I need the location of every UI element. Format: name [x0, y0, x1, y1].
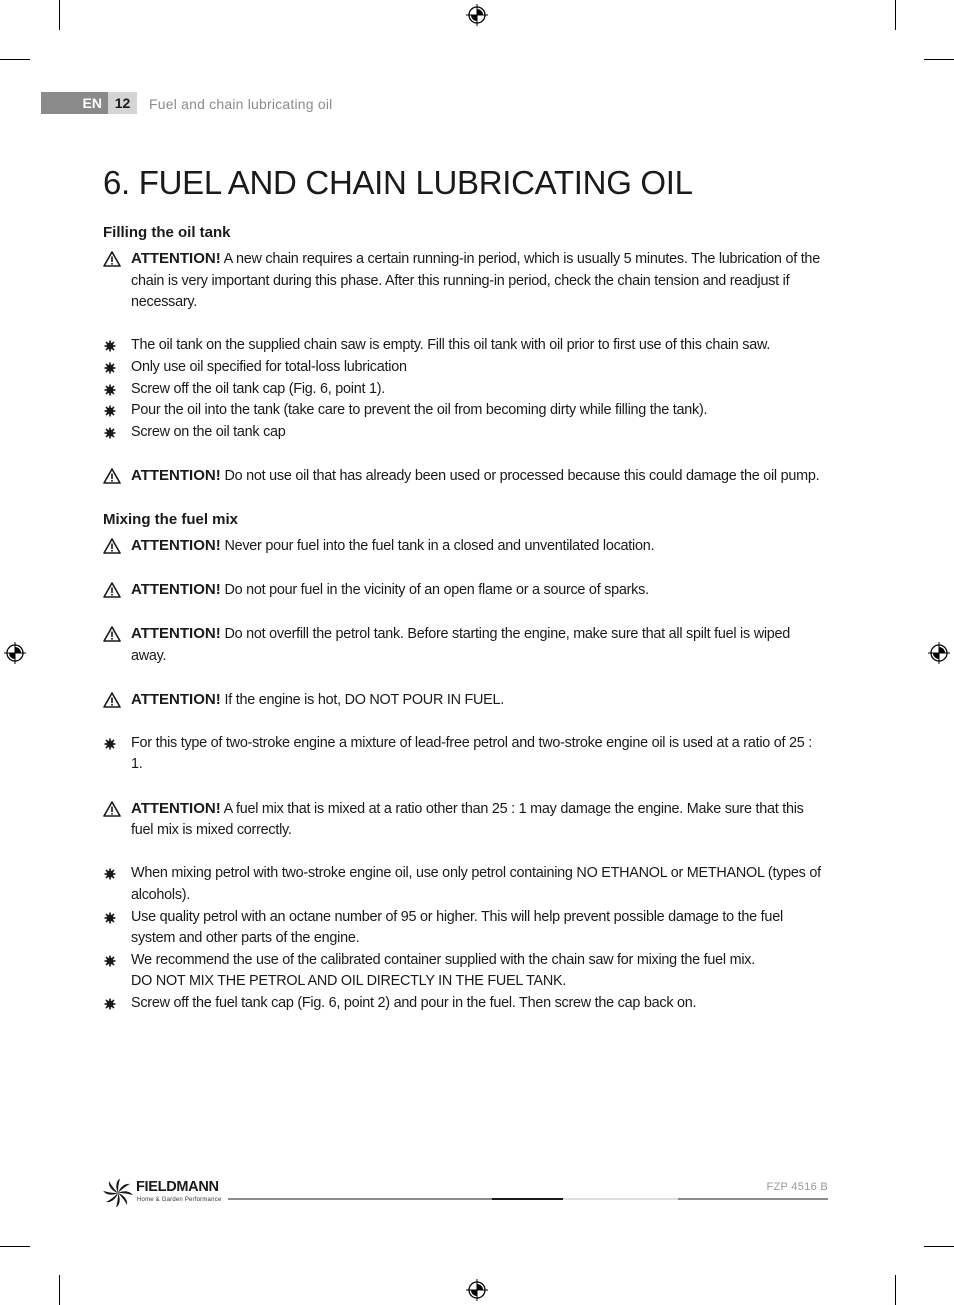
- attention-label: ATTENTION!: [131, 536, 221, 554]
- page-title: 6. FUEL AND CHAIN LUBRICATING OIL: [103, 164, 693, 201]
- attention-label: ATTENTION!: [131, 799, 221, 817]
- warning-triangle-icon: [103, 582, 121, 598]
- list-item-text: The oil tank on the supplied chain saw is empty. Fill this oil tank with oil prior to first use of this chain saw.: [131, 337, 771, 354]
- page-content: [103, 160, 825, 1015]
- list-item-text: Use quality petrol with an octane number of 95 or higher. This will help prevent possible damage to the fuel system and other parts of the engine.: [131, 908, 783, 947]
- bullet-icon: [104, 738, 116, 750]
- warning-triangle-icon: [103, 692, 121, 708]
- list-item-text: Screw off the oil tank cap (Fig. 6, point 1).: [131, 380, 386, 397]
- list-item: [103, 335, 825, 357]
- attention-note: [103, 579, 825, 602]
- list-item-text: Screw off the fuel tank cap (Fig. 6, point 2) and pour in the fuel. Then screw the cap back on.: [131, 995, 697, 1011]
- bullet-icon: [104, 427, 116, 439]
- attention-label: ATTENTION!: [131, 580, 221, 598]
- list-item-text: When mixing petrol with two-stroke engine oil, use only petrol containing NO ETHANOL or METHANOL (types of alcohols).: [131, 865, 821, 904]
- attention-text: Do not overfill the petrol tank. Before starting the engine, make sure that all spilt fuel is wiped away.: [131, 625, 791, 664]
- list-item: [103, 993, 825, 1015]
- registration-mark-icon: [928, 642, 950, 664]
- list-item-text: Only use oil specified for total-loss lubrication: [131, 358, 407, 375]
- warning-triangle-icon: [103, 626, 121, 642]
- registration-mark-icon: [466, 1279, 488, 1301]
- bullet-icon: [104, 955, 116, 967]
- attention-label: ATTENTION!: [131, 250, 221, 267]
- attention-note: [103, 798, 825, 842]
- attention-note: [103, 248, 825, 314]
- warning-triangle-icon: [103, 468, 121, 484]
- warning-triangle-icon: [103, 251, 121, 267]
- crop-mark: [0, 59, 30, 60]
- footer-rule: [563, 1198, 678, 1200]
- crop-mark: [0, 1246, 30, 1247]
- list-item: [103, 357, 825, 379]
- attention-text: A new chain requires a certain running-in period, which is usually 5 minutes. The lubrication of the chain is very important during this phase. After this running-in period, check the chain tension and readjust if necessary.: [131, 251, 820, 311]
- attention-text: Never pour fuel into the fuel tank in a closed and unventilated location.: [220, 537, 655, 554]
- attention-note: [103, 465, 825, 488]
- list-item-text: Pour the oil into the tank (take care to prevent the oil from becoming dirty while filling the tank).: [131, 402, 708, 419]
- attention-text: Do not use oil that has already been used or processed because this could damage the oil pump.: [220, 467, 820, 484]
- registration-mark-icon: [466, 4, 488, 26]
- list-item: [103, 950, 825, 993]
- list-item: [103, 907, 825, 950]
- registration-mark-icon: [4, 642, 26, 664]
- list-item-text: For this type of two-stroke engine a mixture of lead-free petrol and two-stroke engine oil is used at a ratio of 25 : 1.: [131, 734, 813, 773]
- section-heading: Mixing the fuel mix: [103, 510, 239, 528]
- list-item: [103, 379, 825, 401]
- bullet-icon: [104, 384, 116, 396]
- crop-mark: [895, 1275, 896, 1305]
- crop-mark: [59, 1275, 60, 1305]
- attention-text: Do not pour fuel in the vicinity of an open flame or a source of sparks.: [220, 581, 649, 598]
- list-item: [103, 400, 825, 422]
- page-number: 12: [108, 92, 137, 114]
- list-item-text: We recommend the use of the calibrated container supplied with the chain saw for mixing the fuel mix.: [131, 951, 755, 968]
- attention-label: ATTENTION!: [131, 624, 221, 642]
- list-item: [103, 733, 825, 776]
- language-label: EN: [82, 95, 102, 111]
- brand-name: FIELDMANN: [136, 1179, 219, 1195]
- footer-rule: [492, 1198, 563, 1200]
- bullet-icon: [104, 340, 116, 352]
- running-header: Fuel and chain lubricating oil: [149, 96, 333, 112]
- attention-text: If the engine is hot, DO NOT POUR IN FUEL.: [220, 691, 505, 708]
- list-item-text: Screw on the oil tank cap: [131, 423, 286, 440]
- attention-note: [103, 623, 825, 667]
- bullet-icon: [104, 998, 116, 1010]
- bullet-icon: [104, 912, 116, 924]
- warning-triangle-icon: [103, 538, 121, 554]
- bullet-icon: [104, 405, 116, 417]
- list-item: [103, 863, 825, 906]
- attention-label: ATTENTION!: [131, 690, 221, 708]
- fan-logo-icon: [103, 1179, 133, 1207]
- bullet-icon: [104, 868, 116, 880]
- crop-mark: [59, 0, 60, 30]
- model-number: FZP 4516 B: [766, 1181, 828, 1193]
- attention-text: A fuel mix that is mixed at a ratio other than 25 : 1 may damage the engine. Make sure that this fuel mix is mixed correctly.: [131, 800, 804, 839]
- crop-mark: [924, 59, 954, 60]
- attention-note: [103, 535, 825, 558]
- attention-note: [103, 689, 825, 712]
- list-item-text-line2: DO NOT MIX THE PETROL AND OIL DIRECTLY IN THE FUEL TANK.: [131, 973, 567, 990]
- warning-triangle-icon: [103, 801, 121, 817]
- list-item: [103, 422, 825, 444]
- language-tab: [41, 92, 108, 114]
- bullet-icon: [104, 362, 116, 374]
- brand-logo: [103, 1177, 228, 1209]
- brand-tagline: Home & Garden Performance: [137, 1197, 222, 1203]
- footer-rule: [228, 1198, 492, 1200]
- footer-rule: [678, 1198, 828, 1200]
- crop-mark: [895, 0, 896, 30]
- attention-label: ATTENTION!: [131, 466, 221, 484]
- section-heading: Filling the oil tank: [103, 224, 231, 241]
- crop-mark: [924, 1246, 954, 1247]
